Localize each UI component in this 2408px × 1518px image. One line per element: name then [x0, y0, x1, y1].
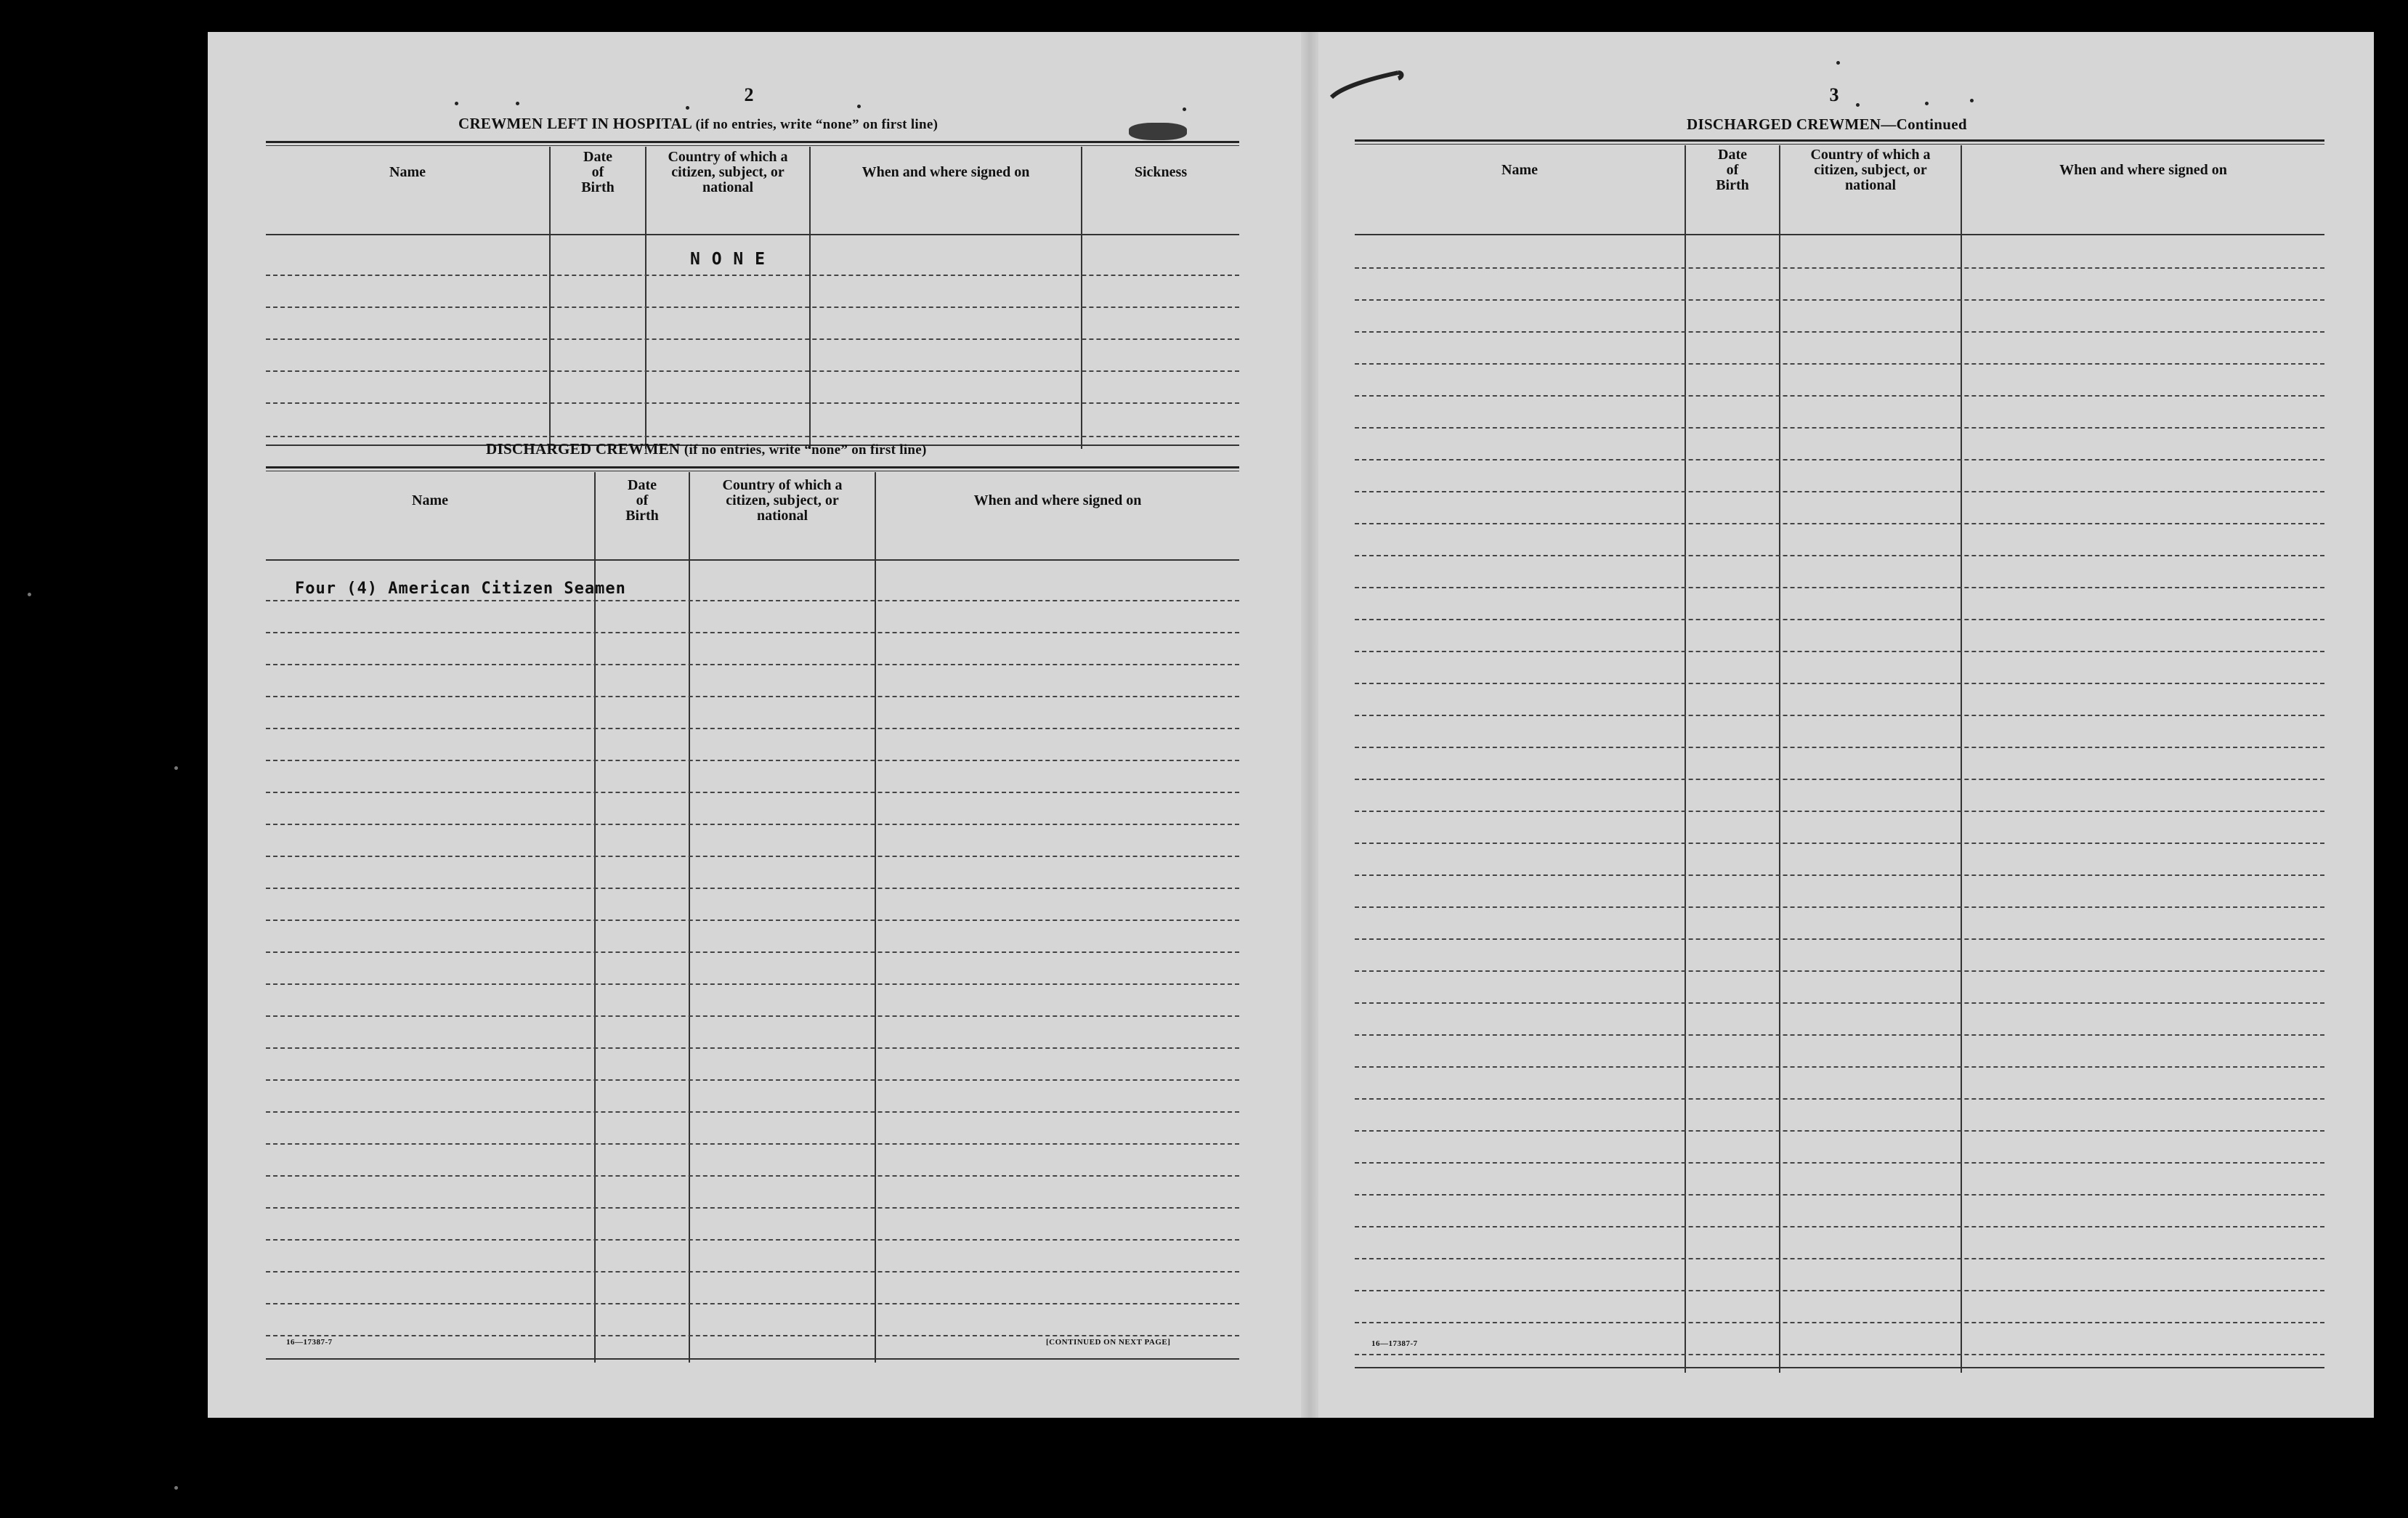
speck: [174, 1486, 178, 1490]
hospital-col-dob: Date of Birth: [581, 148, 615, 195]
form-number: 16—17387-7: [286, 1338, 333, 1347]
hospital-section-title: [458, 115, 938, 133]
page-fold: [1301, 32, 1318, 1418]
discharged-section-title: [486, 440, 927, 458]
discharged-title-text: DISCHARGED CREWMEN: [486, 440, 681, 458]
hospital-entry-none: N O N E: [690, 250, 766, 269]
continued-col-signed-on: When and where signed on: [2059, 161, 2227, 178]
discharged-col-country: Country of which a citizen, subject, or national: [722, 476, 843, 524]
continued-col-country: Country of which a citizen, subject, or national: [1810, 146, 1931, 193]
document-sheet: [208, 32, 2374, 1418]
hospital-title-text: CREWMEN LEFT IN HOSPITAL: [458, 115, 692, 132]
hospital-col-name: Name: [389, 163, 426, 180]
discharged-col-signed-on: When and where signed on: [973, 492, 1142, 508]
hospital-col-sickness: Sickness: [1134, 163, 1188, 180]
discharged-continued-title: DISCHARGED CREWMEN—Continued: [1687, 115, 1967, 133]
discharged-col-name: Name: [412, 492, 448, 508]
discharged-table: [266, 466, 1239, 1361]
hospital-col-country: Country of which a citizen, subject, or national: [668, 148, 788, 195]
form-number: 16—17387-7: [1371, 1339, 1418, 1348]
paper-clip-mark: [1327, 68, 1407, 105]
continued-col-dob: Date of Birth: [1716, 146, 1749, 193]
page-number: 3: [1829, 84, 1839, 105]
discharged-col-dob: Date of Birth: [625, 476, 659, 524]
speck: [174, 766, 178, 770]
hospital-table: [266, 141, 1239, 446]
discharged-continued-table: [1355, 139, 2324, 1371]
hospital-col-signed-on: When and where signed on: [862, 163, 1030, 180]
discharged-entry: Four (4) American Citizen Seamen: [295, 580, 626, 598]
page-number: 2: [744, 84, 754, 105]
discharged-subtitle-text: (if no entries, write “none” on first line): [684, 442, 927, 458]
continued-note: [CONTINUED ON NEXT PAGE]: [1046, 1338, 1171, 1347]
left-page: [208, 32, 1301, 1418]
continued-col-name: Name: [1501, 161, 1538, 178]
ink-blot: [1129, 123, 1187, 140]
hospital-subtitle-text: (if no entries, write “none” on first line): [695, 117, 939, 132]
speck: [28, 593, 31, 596]
right-page: [1318, 32, 2374, 1418]
